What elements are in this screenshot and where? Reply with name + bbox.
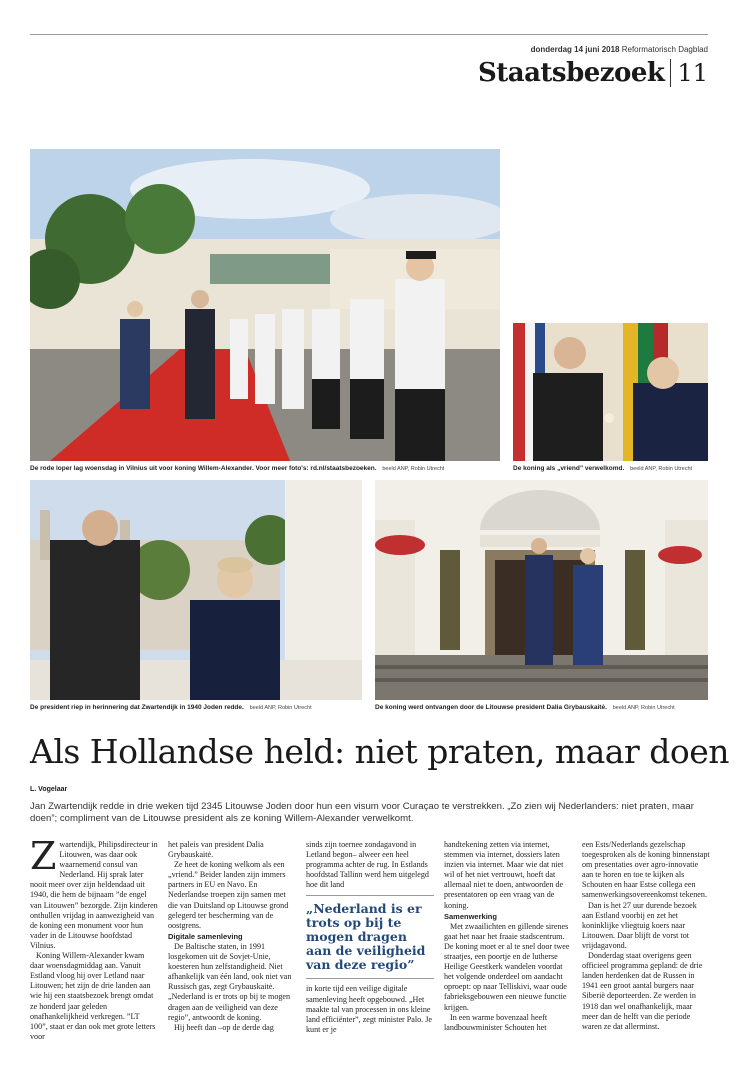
- article-paragraph: het paleis van president Dalia Grybauskaitė.: [168, 840, 264, 860]
- article-author: L. Vogelaar: [30, 786, 68, 793]
- section-header: [478, 58, 708, 88]
- photo-balcony: [30, 480, 362, 700]
- photo-credit: beeld ANP, Robin Utrecht: [249, 705, 312, 711]
- article-paragraph: [30, 834, 158, 951]
- photo-credit: beeld ANP, Robin Utrecht: [382, 466, 445, 472]
- article-paragraph: een Ests/Nederlands gezelschap toegesproken als de koning binnenstapt om presentaties over agro-innovatie aan te horen en toe te kijken als Schouten en haar Estse collega een samenwerkingsovereenkomst tekenen.: [582, 840, 710, 900]
- section-divider: [670, 59, 671, 87]
- pull-quote: „Nederland is er trots op bij te mogen dragen aan de veiligheid van deze regio”: [306, 895, 434, 979]
- caption-text: De koning werd ontvangen door de Litouwse president Dalia Grybauskaitė.: [375, 704, 607, 711]
- article-paragraph: De Baltische staten, in 1991 losgekomen uit de Sovjet-Unie, koesteren hun zelfstandigheid. Niet afhankelijk van één land, ook niet van Russisch gas, zegt Grybauskaitė. „Nederland is er trots op bij te mogen dragen aan de veiligheid van deze regio”, antwoordt de koning.: [168, 941, 292, 1022]
- paper-name: Reformatorisch Dagblad: [621, 45, 708, 54]
- photo-red-carpet: [30, 149, 500, 461]
- article-column-4: [444, 840, 572, 1033]
- article-intro: Jan Zwartendijk redde in drie weken tijd 2345 Litouwse Joden door hun een visum voor Curaçao te verstrekken. „Zo zien wij Nederlanders: niet praten, maar doen”; compliment van de Litouwse president als ze koning Willem-Alexander verwelkomt.: [30, 801, 694, 824]
- article-paragraph: Koning Willem-Alexander kwam daar woensdagmiddag aan. Vanuit Estland vloog hij over Letland naar Litouwen; het zijn de drie landen aan wie hij een staatsbezoek brengt omdat ze honderd jaar geleden onafhankelijkheid verkregen. ”LT 100”, staat er dan ook met grote letters voor: [30, 951, 156, 1041]
- photo-caption: [30, 704, 312, 711]
- article-paragraph: Donderdag staat overigens geen officieel programma gepland: de drie landen herdenken dat de Russen in 1941 een groot aantal burgers naar Siberië deporteerden. Ze werden in 1918 dan wel onafhankelijk, maar meer dan de helft van die periode waren ze dat allerminst.: [582, 951, 703, 1031]
- photo-caption: [513, 465, 692, 472]
- photo-caption: [30, 465, 444, 472]
- article-paragraph: sinds zijn toernee zondagavond in Letland begon– alweer een heel programma achter de rug. In Estlands hoofdstad Tallinn werd hem uitgelegd hoe dit land: [306, 840, 429, 890]
- article-paragraph: Hij heeft dan –op de derde dag: [174, 1022, 274, 1032]
- photo-credit: beeld ANP, Robin Utrecht: [630, 466, 693, 472]
- article-column-1: [30, 834, 158, 1042]
- article-column-2: [168, 840, 296, 1033]
- article-column-5: [582, 840, 710, 1032]
- photo-toast: [513, 323, 708, 461]
- photo-palace-entrance: [375, 480, 708, 700]
- article-paragraph: Dan is het 27 uur durende bezoek aan Estland voorbij en zet het koninklijke vliegtuig koers naar Litouwen. Daar blijft de vorst tot vrijdagavond.: [582, 900, 697, 950]
- photo-credit: beeld ANP, Robin Utrecht: [612, 705, 675, 711]
- subheading: Samenwerking: [444, 911, 497, 921]
- photo-caption: [375, 704, 675, 711]
- dateline: [531, 45, 708, 54]
- article-column-3: [306, 840, 434, 1035]
- article-paragraph: Met zwaailichten en gillende sirenes gaat het naar het fraaie stadscentrum. De koning moet er al te snel door twee straatjes, een poortje en de lutherse Heilige Geestkerk wandelen voordat het volgende onderdeel om aandacht oproept: op naar Telliskivi, waar oude fabrieksgebouwen een nieuwe functie krijgen.: [444, 921, 570, 1012]
- article-paragraph: In een warme bovenzaal heeft landbouwminister Schouten het: [444, 1012, 548, 1032]
- drop-cap: Z: [30, 834, 57, 878]
- article-paragraph: Ze heet de koning welkom als een „vriend.” Beider landen zijn immers partners in EU en Navo. En Nederlandse troepen zijn samen met die van Duitsland op Litouwse grond gelegerd ter bescherming van de oostgrens.: [168, 860, 289, 930]
- article-paragraph: in korte tijd een veilige digitale samenleving heeft opgebouwd. „Het maakte tal van processen in ons kleine land efficiënter”, zegt minister Palo. Je kunt er je: [306, 984, 432, 1034]
- subheading: Digitale samenleving: [168, 931, 243, 941]
- article-paragraph: handtekening zetten via internet, stemmen via internet, dossiers laten inzien via internet. Maar wie dat niet wil of het niet vertrouwt, hoeft dat allemaal niet te doen, antwoorden de presentatoren op een vraag van de koning.: [444, 840, 564, 910]
- issue-date: donderdag 14 juni 2018: [530, 45, 620, 54]
- section-name: Staatsbezoek: [477, 58, 665, 88]
- caption-text: De rode loper lag woensdag in Vilnius uit voor koning Willem-Alexander. Voor meer foto's: rd.nl/staatsbezoeken.: [30, 465, 377, 472]
- header-rule: [30, 34, 708, 35]
- article-headline: Als Hollandse held: niet praten, maar doen: [30, 732, 730, 771]
- page-number: 11: [677, 59, 708, 87]
- paragraph-text: wartendijk, Philipsdirecteur in Litouwen, was daar ook waarnemend consul van Nederland. Hij sprak later nooit meer over zijn heldendaad uit 1940, die hem de bijnaam ”de engel van Litouwen” bezorgde. Zijn kinderen onthullen vrijdag in aanwezigheid van de koning een monument voor hun vader in de Litouwse hoofdstad Vilnius.: [30, 840, 158, 950]
- caption-text: De president riep in herinnering dat Zwartendijk in 1940 Joden redde.: [30, 704, 244, 711]
- caption-text: De koning als „vriend” verwelkomd.: [513, 465, 625, 472]
